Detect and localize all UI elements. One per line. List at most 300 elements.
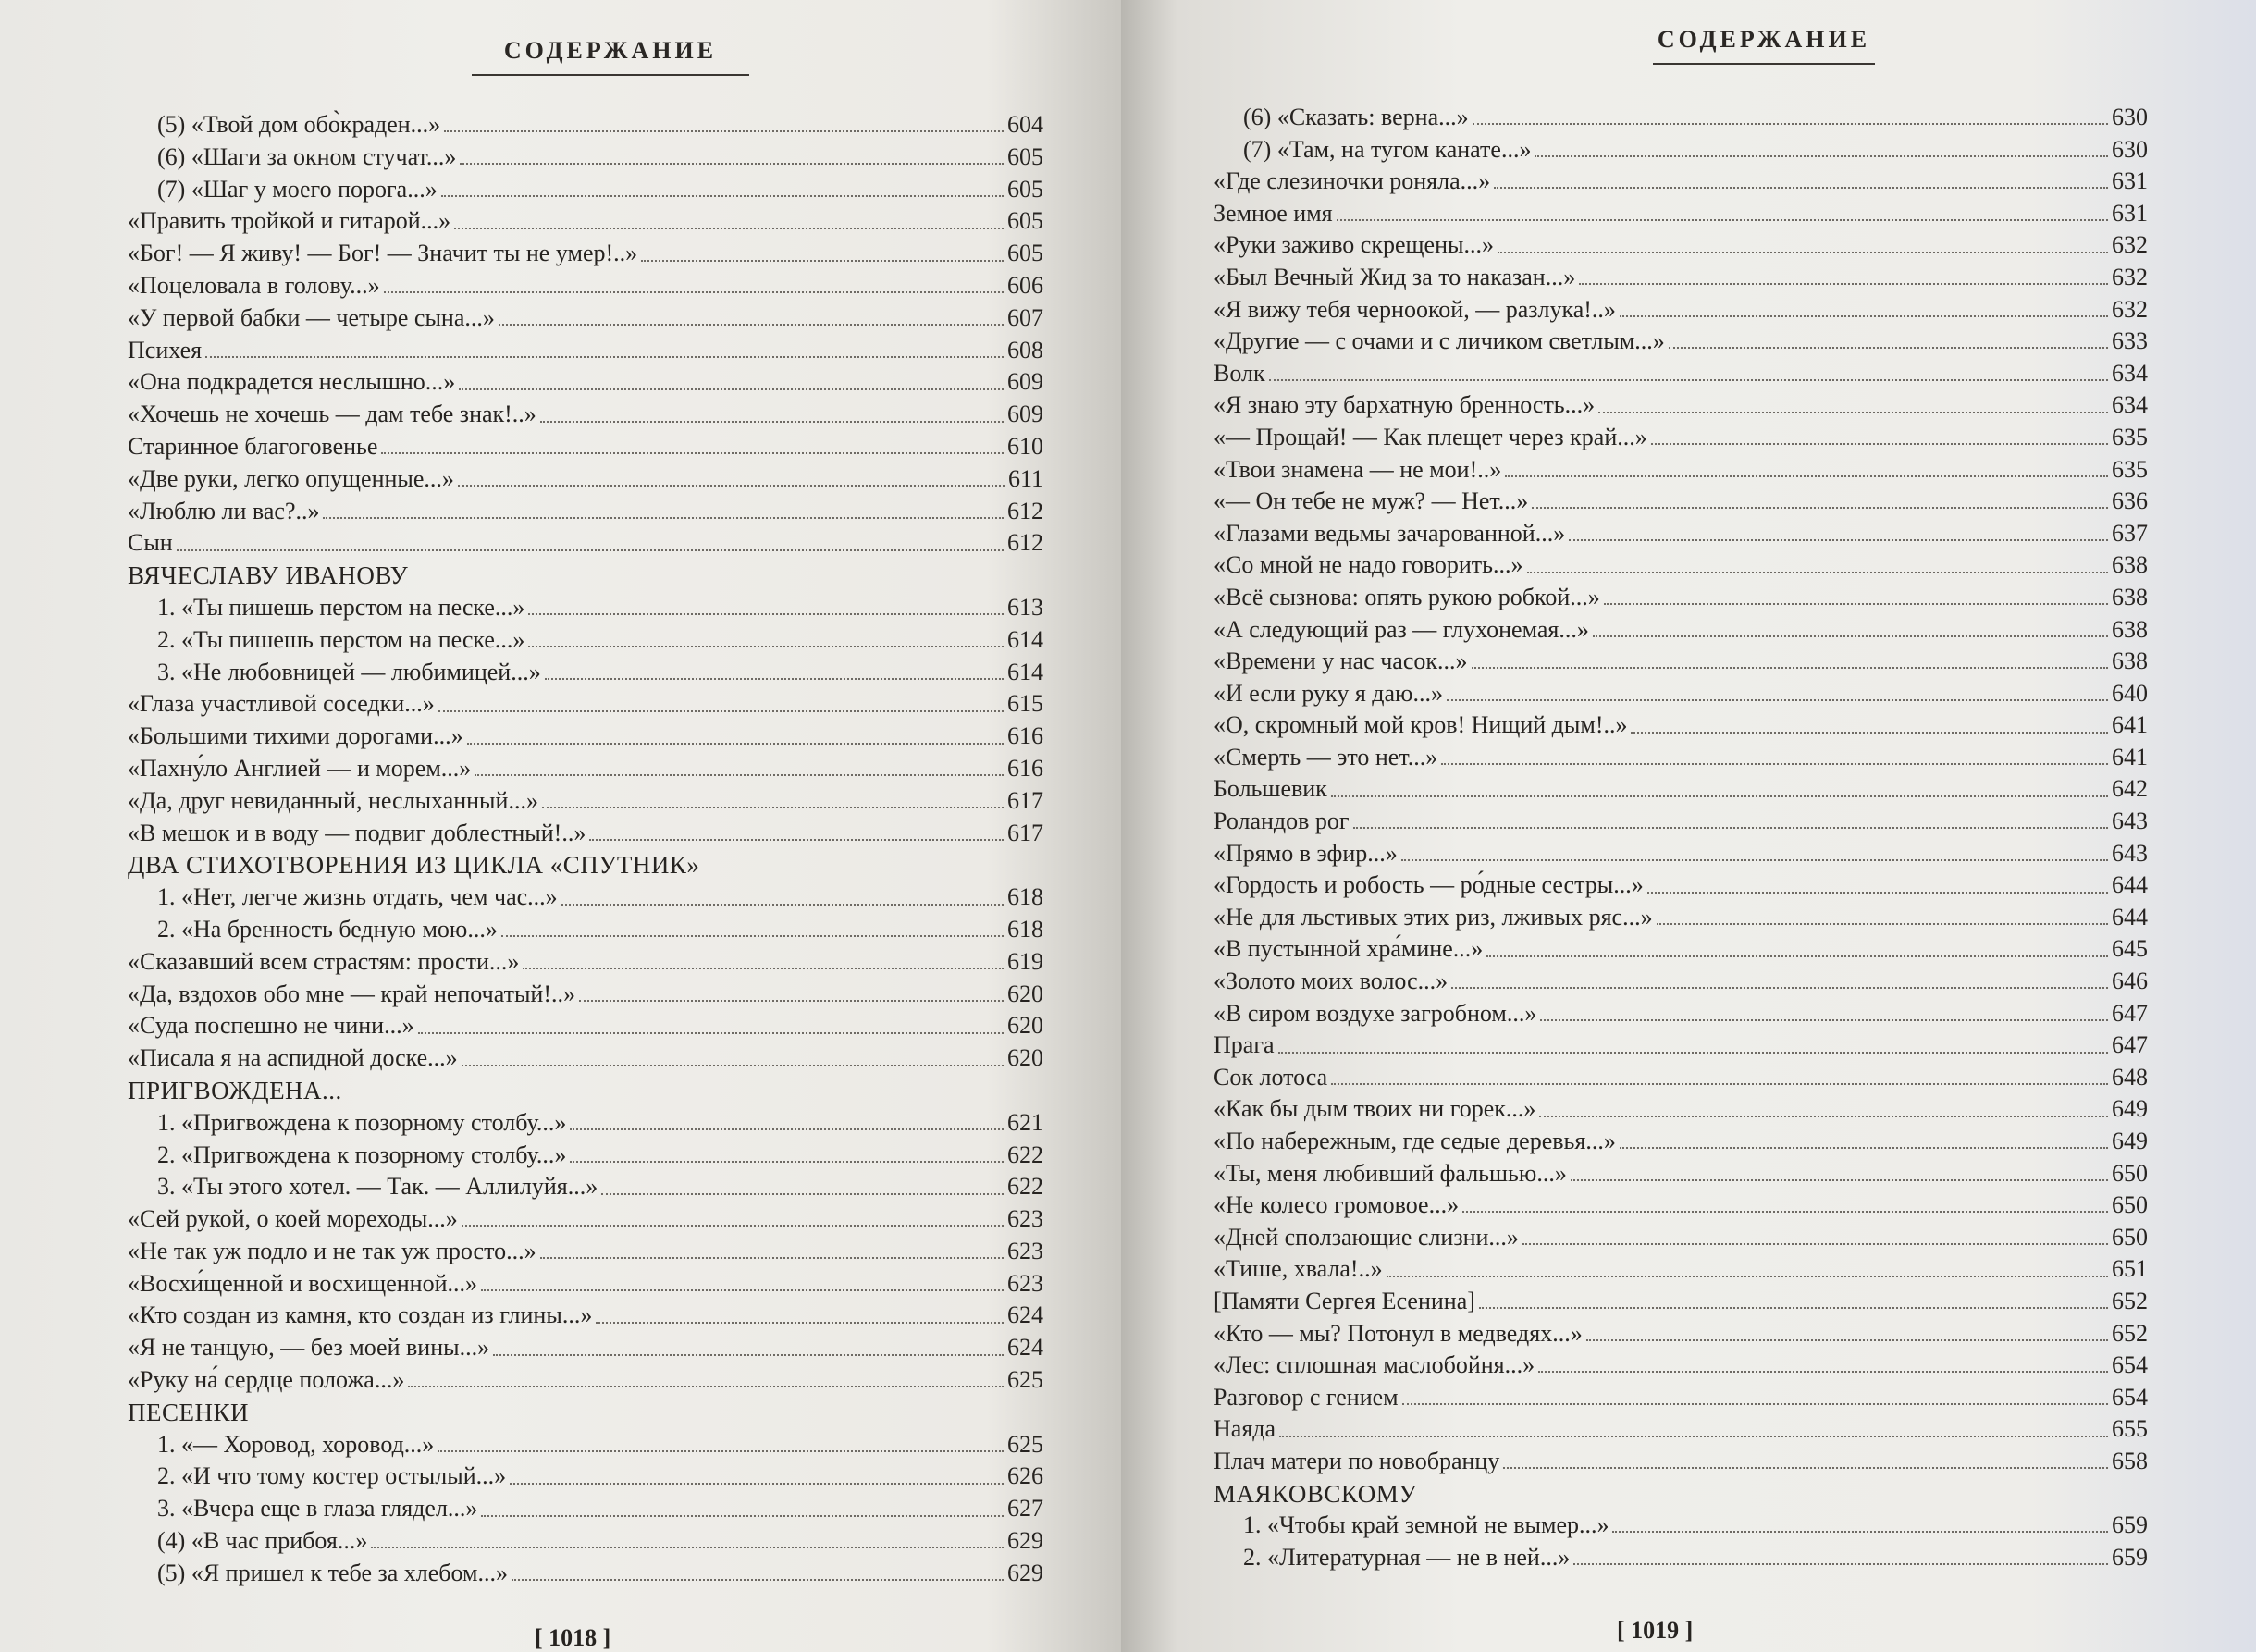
toc-entry-page: 631	[2112, 199, 2148, 227]
toc-entry	[1214, 806, 2148, 838]
toc-dot-leader	[1532, 507, 2108, 509]
toc-entry	[128, 881, 1043, 914]
toc-dot-leader	[1535, 155, 2108, 157]
toc-entry-page: 634	[2112, 359, 2148, 387]
toc-entry-page: 630	[2112, 104, 2148, 130]
toc-entry-title: «Другие — с очами и с личиком светлым...»	[1214, 327, 1665, 355]
toc-entry-page: 645	[2112, 935, 2148, 963]
toc-entry-title: 1. «Чтобы край земной не вымер...»	[1243, 1511, 1609, 1539]
toc-entry	[1214, 646, 2148, 678]
toc-entry-title: «Править тройкой и гитарой...»	[128, 207, 451, 235]
toc-entry	[128, 946, 1043, 979]
toc-dot-leader	[481, 1515, 1004, 1517]
toc-dot-leader	[561, 904, 1004, 906]
toc-entry	[128, 1107, 1043, 1140]
toc-entry-page: 643	[2112, 839, 2148, 867]
toc-dot-leader	[384, 291, 1004, 293]
toc-entry-page: 623	[1007, 1237, 1043, 1264]
toc-entry-page: 647	[2112, 999, 2148, 1027]
toc-entry-title: «Кто — мы? Потонул в медведях...»	[1214, 1319, 1583, 1347]
toc-entry-page: 650	[2112, 1191, 2148, 1219]
toc-entry	[1214, 1382, 2148, 1414]
toc-entry-page: 631	[2112, 167, 2148, 195]
toc-entry-title: Волк	[1214, 359, 1265, 387]
toc-entry-page: 611	[1007, 464, 1043, 492]
toc-dot-leader	[1279, 1436, 2108, 1437]
toc-entry-title: «Я не танцую, — без моей вины...»	[128, 1334, 490, 1362]
toc-entry-title: Сын	[128, 529, 173, 557]
toc-entry-page: 638	[2112, 551, 2148, 579]
toc-entry-title: 1. «— Хоровод, хоровод...»	[157, 1430, 435, 1458]
toc-dot-leader	[1402, 1403, 2108, 1405]
toc-entry	[1214, 1126, 2148, 1158]
toc-entry-title: «Она подкрадется неслышно...»	[128, 368, 456, 396]
toc-dot-leader	[371, 1547, 1004, 1548]
toc-entry-page: 610	[1007, 432, 1043, 460]
toc-entry-page: 621	[1007, 1108, 1043, 1136]
toc-dot-leader	[1527, 572, 2108, 573]
toc-dot-leader	[510, 1483, 1004, 1485]
toc-entry-page: 629	[1007, 1559, 1043, 1586]
toc-entry-title: (5) «Твой дом обо̀краден...»	[157, 111, 441, 138]
toc-dot-leader	[1669, 347, 2108, 349]
toc-dot-leader	[1451, 987, 2108, 989]
toc-entry	[128, 592, 1043, 624]
toc-entry	[128, 624, 1043, 657]
toc-entry-title: 2. «И что тому костер остылый...»	[157, 1462, 507, 1490]
toc-entry-page: 620	[1007, 1044, 1043, 1072]
toc-dot-leader	[1503, 1467, 2108, 1469]
toc-entry-title: (7) «Шаг у моего порога...»	[157, 175, 438, 203]
toc-dot-leader	[1538, 1371, 2108, 1373]
toc-dot-leader	[1337, 219, 2108, 221]
toc-entry	[1214, 518, 2148, 550]
toc-entry	[1214, 1222, 2148, 1254]
toc-dot-leader	[512, 1579, 1004, 1581]
toc-entry	[128, 1010, 1043, 1042]
toc-entry	[128, 1140, 1043, 1172]
toc-dot-leader	[1269, 379, 2108, 381]
toc-entry	[1214, 678, 2148, 710]
toc-section-heading	[128, 1075, 1043, 1107]
toc-entry-page: 651	[2112, 1255, 2148, 1283]
toc-entry-title: «Ты, меня любивший фальшью...»	[1214, 1159, 1567, 1187]
toc-entry-title: «Сказавший всем страстям: прости...»	[128, 947, 520, 975]
toc-dot-leader	[1522, 1243, 2108, 1245]
toc-entry	[128, 1461, 1043, 1493]
toc-entry	[1214, 102, 2148, 134]
toc-entry-page: 614	[1007, 625, 1043, 653]
right-header-rule	[1653, 63, 1875, 65]
toc-entry-page: 626	[1007, 1462, 1043, 1490]
toc-entry-title: Земное имя	[1214, 199, 1333, 227]
toc-entry-title: «И если руку я даю...»	[1214, 679, 1443, 707]
toc-entry-page: 658	[2112, 1447, 2148, 1474]
toc-entry-title: Роландов рог	[1214, 808, 1350, 835]
toc-entry	[1214, 933, 2148, 966]
toc-dot-leader	[1486, 955, 2108, 957]
toc-dot-leader	[1462, 1211, 2108, 1213]
toc-entry	[128, 238, 1043, 270]
toc-dot-leader	[1278, 1052, 2108, 1054]
toc-entry-title: «Не для льстивых этих риз, лживых ряс...»	[1214, 903, 1653, 931]
toc-entry-title: Наяда	[1214, 1415, 1276, 1443]
right-page-number: [ 1019 ]	[1617, 1617, 1694, 1644]
toc-entry-title: «Бог! — Я живу! — Бог! — Значит ты не умер!..»	[128, 240, 638, 267]
toc-entry-title: Разговор с гением	[1214, 1383, 1399, 1411]
toc-entry-page: 618	[1007, 915, 1043, 943]
toc-dot-leader	[1604, 603, 2108, 605]
toc-entry-title: «Руки заживо скрещены...»	[1214, 231, 1494, 259]
toc-entry-title: «Где слезиночки роняла...»	[1214, 167, 1491, 195]
toc-entry	[1214, 549, 2148, 582]
toc-entry-title: Сок лотоса	[1214, 1063, 1328, 1091]
toc-dot-leader	[438, 1450, 1004, 1452]
toc-entry-title: «Лес: сплошная маслобойня...»	[1214, 1351, 1535, 1379]
toc-entry-page: 612	[1007, 497, 1043, 524]
toc-entry-title: «В пустынной хра́мине...»	[1214, 935, 1484, 963]
toc-entry	[1214, 389, 2148, 422]
toc-entry	[1214, 1446, 2148, 1478]
toc-entry	[1214, 838, 2148, 870]
toc-entry-title: Прага	[1214, 1031, 1275, 1059]
toc-entry-title: «Сей рукой, о коей мореходы...»	[128, 1205, 458, 1233]
toc-entry-title: «Пахну́ло Англией — и морем...»	[128, 754, 472, 782]
toc-entry-title: «Не так уж подло и не так уж просто...»	[128, 1237, 536, 1264]
toc-dot-leader	[589, 839, 1004, 841]
toc-entry-page: 622	[1007, 1140, 1043, 1168]
toc-dot-leader	[459, 388, 1004, 390]
toc-entry	[128, 657, 1043, 689]
toc-section-heading	[128, 1397, 1043, 1429]
toc-entry	[128, 1300, 1043, 1332]
left-toc-list	[128, 109, 1043, 1590]
toc-entry-title: 1. «Ты пишешь перстом на песке...»	[157, 593, 525, 621]
toc-entry-page: 607	[1007, 303, 1043, 331]
toc-entry-title: ПЕСЕНКИ	[128, 1398, 249, 1426]
toc-entry	[1214, 773, 2148, 806]
toc-dot-leader	[528, 646, 1004, 647]
toc-dot-leader	[523, 968, 1004, 969]
toc-entry-title: ПРИГВОЖДЕНА...	[128, 1076, 342, 1104]
toc-entry-page: 624	[1007, 1301, 1043, 1329]
toc-entry-title: «Прямо в эфир...»	[1214, 839, 1398, 867]
toc-dot-leader	[1353, 827, 2108, 829]
toc-entry-title: Плач матери по новобранцу	[1214, 1447, 1500, 1474]
toc-entry-title: «Гордость и робость — ро́дные сестры...»	[1214, 871, 1644, 899]
toc-entry	[128, 1203, 1043, 1236]
toc-entry	[128, 496, 1043, 528]
toc-dot-leader	[408, 1386, 1004, 1387]
toc-entry-title: «Я знаю эту бархатную бренность...»	[1214, 391, 1596, 419]
toc-entry-title: «Люблю ли вас?..»	[128, 497, 320, 524]
toc-entry	[128, 1429, 1043, 1461]
toc-entry	[128, 335, 1043, 367]
toc-entry-title: (4) «В час прибоя...»	[157, 1527, 368, 1555]
toc-entry-title: «Две руки, легко опущенные...»	[128, 464, 454, 492]
toc-entry	[1214, 1413, 2148, 1446]
right-toc-list	[1214, 102, 2148, 1573]
toc-entry	[1214, 134, 2148, 166]
toc-entry	[128, 721, 1043, 753]
toc-dot-leader	[641, 260, 1004, 262]
toc-entry-page: 635	[2112, 455, 2148, 483]
toc-entry-title: «Кто создан из камня, кто создан из глины...»	[128, 1301, 593, 1329]
toc-entry	[128, 818, 1043, 850]
toc-dot-leader	[545, 678, 1004, 680]
toc-entry	[128, 1364, 1043, 1397]
toc-entry-page: 638	[2112, 583, 2148, 610]
toc-entry-page: 604	[1007, 111, 1043, 138]
toc-dot-leader	[475, 774, 1004, 776]
left-header-text: СОДЕРЖАНИЕ	[503, 37, 718, 64]
toc-entry-page: 659	[2112, 1543, 2148, 1571]
toc-entry-title: «Я вижу тебя черноокой, — разлука!..»	[1214, 295, 1616, 323]
toc-entry-title: 2. «На бренность бедную мою...»	[157, 915, 498, 943]
toc-entry-page: 632	[2112, 263, 2148, 290]
toc-entry	[128, 142, 1043, 174]
toc-dot-leader	[1479, 1307, 2108, 1309]
toc-entry-title: «— Прощай! — Как плещет через край...»	[1214, 423, 1647, 450]
toc-dot-leader	[1494, 187, 2108, 189]
toc-entry-page: 620	[1007, 980, 1043, 1007]
toc-entry-title: [Памяти Сергея Есенина]	[1214, 1287, 1475, 1314]
toc-entry	[128, 979, 1043, 1011]
toc-entry-title: 1. «Пригвождена к позорному столбу...»	[157, 1108, 567, 1136]
toc-entry-page: 652	[2112, 1319, 2148, 1347]
toc-dot-leader	[460, 163, 1004, 165]
toc-entry	[1214, 1190, 2148, 1222]
toc-entry-title: (6) «Шаги за окном стучат...»	[157, 142, 457, 170]
toc-entry-page: 632	[2112, 295, 2148, 323]
toc-entry-page: 646	[2112, 968, 2148, 995]
toc-entry-page: 614	[1007, 658, 1043, 685]
toc-dot-leader	[1539, 1116, 2108, 1117]
toc-entry-title: 3. «Вчера еще в глаза глядел...»	[157, 1495, 478, 1523]
left-page	[0, 0, 1121, 1652]
toc-entry	[128, 205, 1043, 238]
toc-entry-title: «Да, вздохов обо мне — край непочатый!..»	[128, 980, 575, 1007]
toc-entry-title: 2. «Пригвождена к позорному столбу...»	[157, 1140, 567, 1168]
toc-dot-leader	[540, 1257, 1004, 1259]
toc-entry-title: Старинное благоговенье	[128, 432, 378, 460]
toc-entry-page: 642	[2112, 775, 2148, 803]
toc-entry-page: 616	[1007, 754, 1043, 782]
toc-entry	[128, 1171, 1043, 1203]
toc-entry-title: (5) «Я пришел к тебе за хлебом...»	[157, 1559, 508, 1586]
toc-entry	[128, 1268, 1043, 1301]
toc-entry-title: 3. «Не любовницей — любимицей...»	[157, 658, 541, 685]
toc-dot-leader	[1571, 1179, 2108, 1181]
toc-entry-page: 634	[2112, 391, 2148, 419]
toc-entry-title: «У первой бабки — четыре сына...»	[128, 303, 495, 331]
toc-entry-title: «Времени у нас часок...»	[1214, 647, 1468, 675]
toc-entry-page: 624	[1007, 1334, 1043, 1362]
toc-entry-page: 616	[1007, 722, 1043, 750]
toc-entry-page: 615	[1007, 690, 1043, 718]
toc-dot-leader	[570, 1128, 1004, 1130]
toc-dot-leader	[1593, 635, 2108, 637]
toc-dot-leader	[1651, 443, 2108, 445]
toc-entry-page: 644	[2112, 871, 2148, 899]
toc-dot-leader	[1612, 1531, 2108, 1533]
toc-dot-leader	[542, 807, 1004, 808]
toc-entry	[1214, 262, 2148, 294]
toc-dot-leader	[1657, 923, 2108, 925]
toc-dot-leader	[441, 195, 1004, 197]
toc-entry-page: 640	[2112, 679, 2148, 707]
toc-dot-leader	[177, 549, 1004, 551]
toc-entry-page: 655	[2112, 1415, 2148, 1443]
toc-entry	[1214, 582, 2148, 614]
toc-entry-title: ДВА СТИХОТВОРЕНИЯ ИЗ ЦИКЛА «СПУТНИК»	[128, 851, 700, 880]
toc-entry-title: «Всё сызнова: опять рукою робкой...»	[1214, 583, 1600, 610]
toc-entry	[1214, 198, 2148, 230]
toc-entry-title: «Твои знамена — не мои!..»	[1214, 455, 1502, 483]
toc-entry-page: 644	[2112, 903, 2148, 931]
toc-dot-leader	[601, 1193, 1004, 1195]
toc-entry-page: 605	[1007, 142, 1043, 170]
toc-entry	[1214, 166, 2148, 198]
toc-dot-leader	[1401, 859, 2108, 861]
toc-entry	[1214, 1350, 2148, 1382]
toc-entry-title: 2. «Ты пишешь перстом на песке...»	[157, 625, 525, 653]
toc-dot-leader	[1573, 1563, 2108, 1565]
toc-entry-page: 650	[2112, 1223, 2148, 1251]
toc-entry	[1214, 229, 2148, 262]
toc-entry	[1214, 1029, 2148, 1062]
toc-dot-leader	[1331, 1083, 2108, 1085]
toc-entry	[128, 431, 1043, 463]
toc-entry	[1214, 998, 2148, 1030]
toc-entry	[128, 1042, 1043, 1075]
toc-entry	[1214, 1062, 2148, 1094]
toc-section-heading	[1214, 1478, 2148, 1510]
toc-entry	[1214, 1510, 2148, 1542]
toc-dot-leader	[462, 1065, 1004, 1066]
toc-entry-title: «Большими тихими дорогами...»	[128, 722, 463, 750]
left-header-rule	[472, 74, 749, 76]
toc-entry-page: 609	[1007, 368, 1043, 396]
toc-entry-page: 625	[1007, 1366, 1043, 1394]
toc-entry-page: 659	[2112, 1511, 2148, 1539]
toc-dot-leader	[596, 1322, 1004, 1324]
toc-entry	[128, 1558, 1043, 1590]
toc-entry-page: 652	[2112, 1287, 2148, 1314]
toc-dot-leader	[1631, 732, 2108, 734]
toc-entry-page: 612	[1007, 529, 1043, 557]
toc-dot-leader	[1598, 412, 2108, 413]
toc-dot-leader	[323, 517, 1004, 519]
toc-section-heading	[128, 849, 1043, 881]
toc-dot-leader	[1441, 763, 2108, 765]
toc-entry	[128, 174, 1043, 206]
toc-entry-page: 632	[2112, 231, 2148, 259]
toc-dot-leader	[1498, 252, 2108, 253]
toc-entry-title: «В мешок и в воду — подвиг доблестный!..»	[128, 819, 586, 846]
toc-entry-title: «Как бы дым твоих ни горек...»	[1214, 1095, 1536, 1123]
toc-dot-leader	[1647, 892, 2108, 894]
toc-entry-title: «По набережным, где седые деревья...»	[1214, 1128, 1616, 1154]
toc-entry	[1214, 869, 2148, 902]
toc-dot-leader	[493, 1354, 1004, 1356]
toc-entry-title: «Смерть — это нет...»	[1214, 743, 1438, 771]
toc-dot-leader	[1569, 539, 2108, 541]
toc-entry-page: 648	[2112, 1063, 2148, 1091]
right-page	[1121, 0, 2256, 1652]
toc-entry-page: 643	[2112, 808, 2148, 835]
toc-entry	[1214, 966, 2148, 998]
toc-entry-page: 638	[2112, 647, 2148, 675]
toc-dot-leader	[579, 1000, 1004, 1002]
toc-entry-title: МАЯКОВСКОМУ	[1214, 1479, 1417, 1508]
toc-entry-page: 654	[2112, 1383, 2148, 1411]
toc-dot-leader	[528, 613, 1004, 615]
toc-entry-title: «Глазами ведьмы зачарованной...»	[1214, 519, 1566, 547]
toc-entry-page: 638	[2112, 615, 2148, 643]
toc-entry-page: 630	[2112, 135, 2148, 163]
toc-entry	[128, 1236, 1043, 1268]
toc-entry-title: «Не колесо громовое...»	[1214, 1191, 1460, 1219]
toc-entry	[128, 302, 1043, 335]
toc-entry	[128, 527, 1043, 560]
toc-dot-leader	[1586, 1339, 2108, 1341]
toc-dot-leader	[501, 935, 1004, 937]
toc-entry-page: 605	[1007, 207, 1043, 235]
toc-dot-leader	[499, 324, 1004, 326]
toc-dot-leader	[540, 421, 1004, 423]
toc-entry-page: 613	[1007, 593, 1043, 621]
toc-entry	[128, 109, 1043, 142]
toc-entry	[1214, 1318, 2148, 1350]
toc-dot-leader	[205, 356, 1004, 358]
toc-entry-page: 623	[1007, 1269, 1043, 1297]
toc-entry	[1214, 1158, 2148, 1190]
toc-entry-page: 649	[2112, 1095, 2148, 1123]
toc-entry-title: «Глаза участливой соседки...»	[128, 690, 435, 718]
toc-entry-title: «Был Вечный Жид за то наказан...»	[1214, 263, 1576, 290]
toc-entry-page: 623	[1007, 1205, 1043, 1233]
toc-entry-page: 609	[1007, 401, 1043, 428]
toc-entry-title: «А следующий раз — глухонемая...»	[1214, 615, 1589, 643]
toc-entry	[128, 914, 1043, 946]
toc-entry-page: 619	[1007, 947, 1043, 975]
toc-entry-page: 637	[2112, 519, 2148, 547]
toc-dot-leader	[481, 1289, 1004, 1291]
toc-entry-page: 650	[2112, 1159, 2148, 1187]
toc-entry	[128, 463, 1043, 496]
toc-dot-leader	[1447, 699, 2108, 701]
toc-entry-page: 617	[1007, 819, 1043, 846]
toc-entry-page: 654	[2112, 1351, 2148, 1379]
toc-entry-title: 1. «Нет, легче жизнь отдать, чем час...»	[157, 883, 558, 911]
toc-dot-leader	[467, 743, 1004, 745]
toc-entry-title: «О, скромный мой кров! Нищий дым!..»	[1214, 711, 1628, 739]
toc-entry	[1214, 1542, 2148, 1574]
toc-entry-title: (6) «Сказать: верна...»	[1243, 104, 1469, 130]
toc-entry-page: 605	[1007, 240, 1043, 267]
toc-entry-title: ВЯЧЕСЛАВУ ИВАНОВУ	[128, 561, 409, 590]
toc-dot-leader	[444, 130, 1004, 132]
toc-entry-title: «Руку на́ сердце положа...»	[128, 1366, 405, 1394]
toc-entry-page: 618	[1007, 883, 1043, 911]
toc-entry	[128, 399, 1043, 431]
toc-entry-title: Психея	[128, 336, 203, 364]
toc-entry	[128, 270, 1043, 302]
toc-dot-leader	[570, 1161, 1004, 1163]
toc-entry-title: Большевик	[1214, 775, 1327, 803]
toc-dot-leader	[1540, 1019, 2108, 1021]
